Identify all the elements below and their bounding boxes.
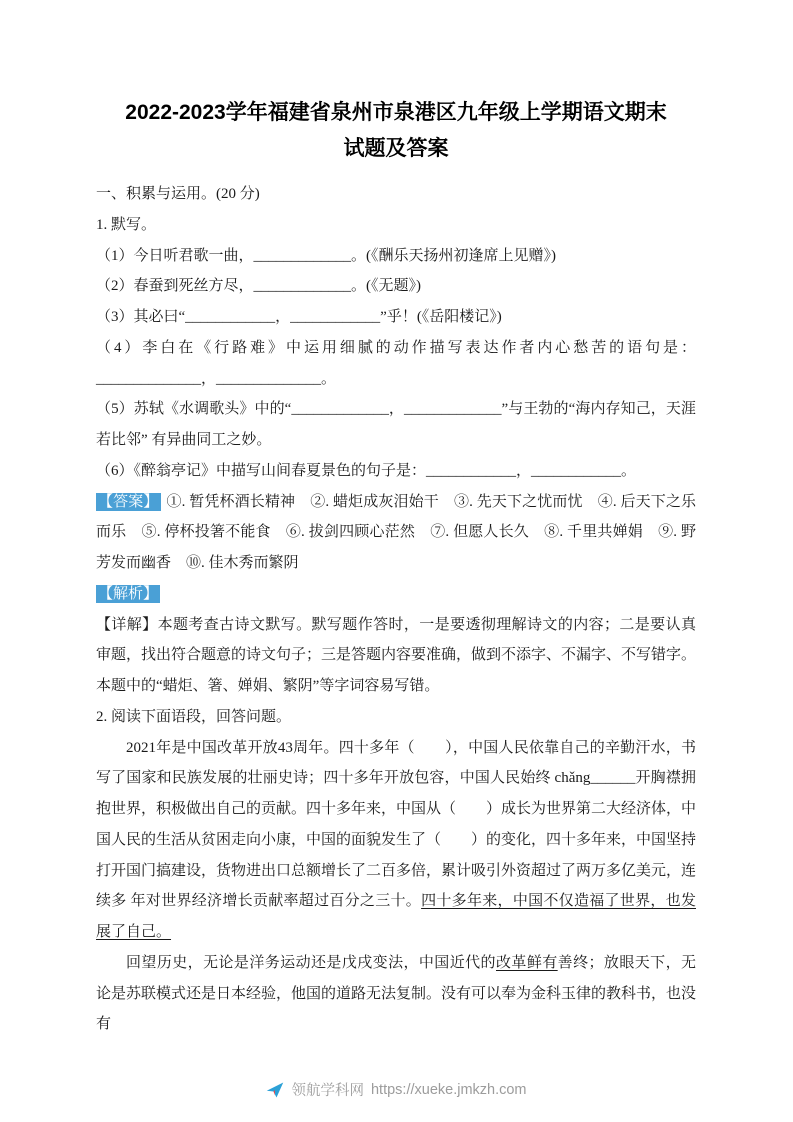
answer-block — [96, 487, 696, 579]
q1-item-3: （3）其必曰“____________，____________”乎！(《岳阳楼记》) — [96, 309, 502, 326]
section-heading: 一、积累与运用。(20 分) — [96, 186, 260, 203]
question-1-label: 1. 默写。 — [96, 216, 157, 233]
q1-item-5: （5）苏轼《水调歌头》中的“_____________，_____________”与王勃的“海内存知己，天涯若比邻” 有异曲同工之妙。 — [96, 401, 696, 449]
site-url: https://xueke.jmkzh.com — [370, 1081, 527, 1098]
page-title-line-1: 2022-2023学年福建省泉州市泉港区九年级上学期语文期末 — [125, 101, 667, 124]
watermark-footer — [0, 1079, 793, 1100]
page-title — [96, 95, 696, 167]
passage-2-underlined-phrase: 改革鲜有 — [495, 954, 558, 971]
answer-text: ①. 暂凭杯酒长精神 ②. 蜡炬成灰泪始干 ③. 先天下之忧而忧 ④. 后天下之乐而乐 ⑤. 停杯投箸不能食 ⑥. 拔剑四顾心茫然 ⑦. 但愿人长久 ⑧. 千里共婵娟 ⑨. 野芳发而幽香 ⑩. 佳木秀而繁阴 — [96, 493, 696, 572]
q1-item-1: （1）今日听君歌一曲，_____________。(《酬乐天扬州初逢席上见赠》) — [96, 247, 556, 264]
q1-item-6: （6）《醉翁亭记》中描写山间春夏景色的句子是：____________，____________。 — [96, 462, 637, 479]
passage-1-underlined-sentence: 四十多年来，中国不仅造福了世界，也发展了自己。 — [96, 893, 696, 941]
site-logo-icon — [266, 1081, 284, 1099]
pinyin-fill-blank: ______ — [590, 770, 636, 787]
detail-label: 【详解】 — [96, 616, 158, 633]
question-2-label: 2. 阅读下面语段，回答问题。 — [96, 708, 292, 725]
page-title-line-2: 试题及答案 — [343, 137, 449, 161]
analysis-block — [96, 579, 696, 610]
q1-item-4: （4）李白在《行路难》中运用细腻的动作描写表达作者内心愁苦的语句是：______________，______________。 — [96, 339, 696, 387]
q1-item-2: （2）春蚕到死丝方尽，_____________。(《无题》) — [96, 278, 421, 295]
detail-text: 本题考查古诗文默写。默写题作答时，一是要透彻理解诗文的内容；二是要认真审题，找出符合题意的诗文句子；三是答题内容要准确，做到不添字、不漏字、不写错字。本题中的“蜡炬、箸、婵娟、繁阴”等字词容易写错。 — [96, 616, 697, 695]
passage-1-text: 2021年是中国改革开放43周年。四十多年（ ），中国人民依靠自己的辛勤汗水，书写了国家和民族发展的壮丽史诗；四十多年开放包容，中国人民始终 chǎng — [96, 739, 696, 787]
analysis-label: 【解析】 — [98, 585, 159, 602]
passage-2-text-continued: 善终；放眼天下，无论是苏联模式还是日本经验，他国的道路无法复制。没有可以奉为金科玉律的教科书，也没有 — [96, 954, 697, 1033]
q2-passage-paragraph-1 — [96, 733, 696, 948]
passage-2-text: 回望历史，无论是洋务运动还是戊戌变法，中国近代的 — [126, 954, 496, 971]
site-name: 领航学科网 — [291, 1083, 364, 1099]
answer-label: 【答案】 — [98, 493, 159, 510]
q2-passage-paragraph-2 — [96, 948, 696, 1040]
passage-1-text-continued: 开胸襟拥抱世界，积极做出自己的贡献。四十多年来，中国从（ ）成长为世界第二大经济体，中国人民的生活从贫困走向小康，中国的面貌发生了（ ）的变化，四十多年来，中国坚持打开国门搞建设，货物进出口总额增长了二百多倍，累计吸引外资超过了两万多亿美元，连续多 年对世界经济增长贡献率超过百分之三十。 — [96, 770, 697, 910]
detail-block — [96, 610, 696, 702]
